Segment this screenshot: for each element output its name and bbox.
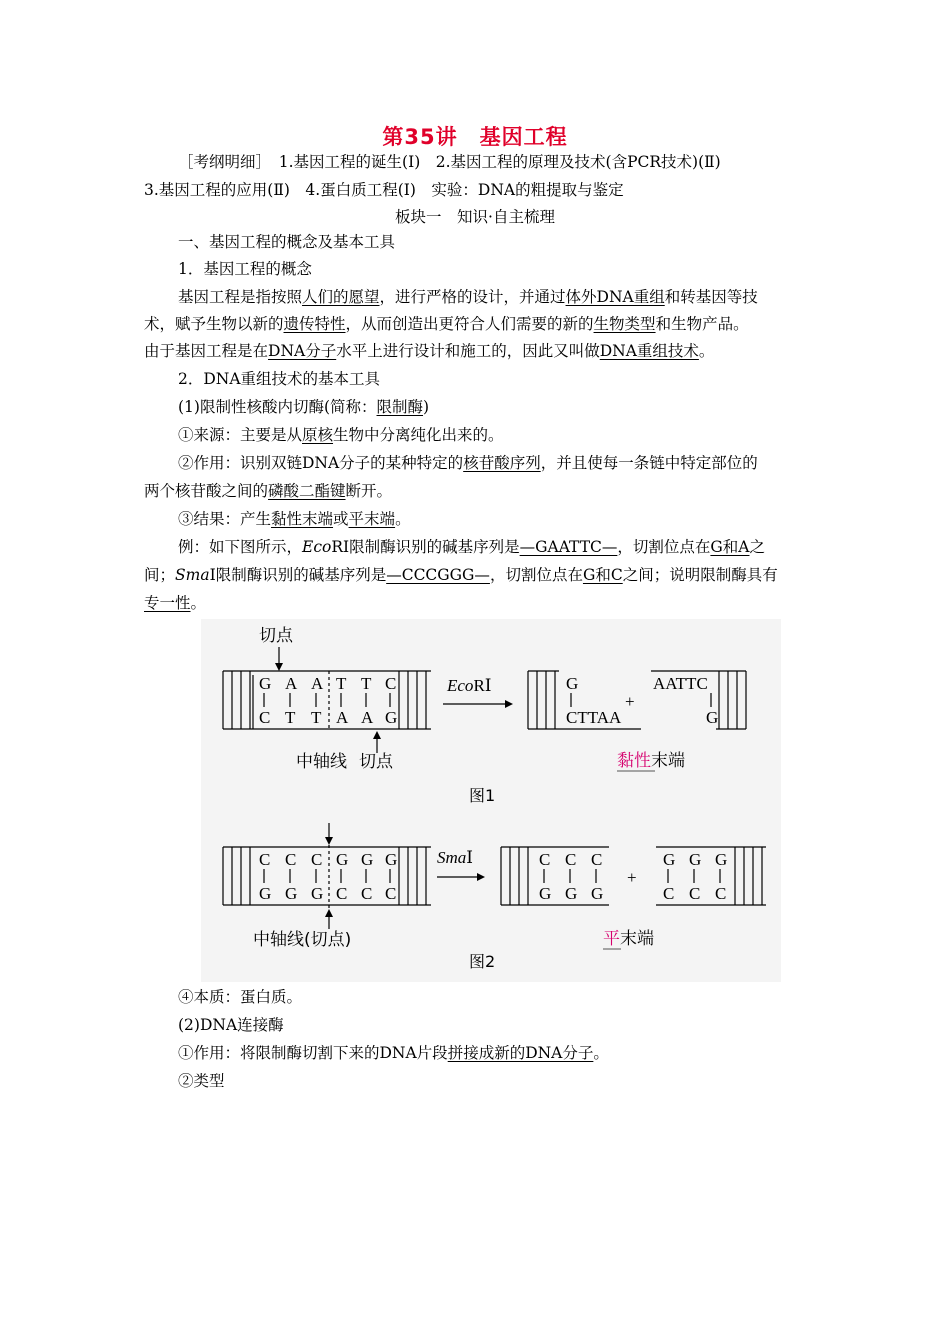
restriction-enzyme-figure bbox=[201, 619, 781, 982]
fig1-top-base: T bbox=[361, 674, 372, 693]
fig2-right-top-base: G bbox=[689, 850, 702, 869]
blank-answer: 遗传特性 bbox=[283, 315, 346, 333]
fig2-axis-label: 中轴线(切点) bbox=[253, 930, 352, 950]
fig2-right-top-base: G bbox=[715, 850, 728, 869]
fig1-enzyme: EcoRⅠ bbox=[447, 676, 492, 695]
blank-answer: 平末端 bbox=[348, 510, 396, 528]
ligase-function-line: ①作用：将限制酶切割下来的DNA片段拼接成新的DNA分子。 bbox=[178, 1044, 609, 1062]
fig1-top-base: G bbox=[259, 674, 272, 693]
blank-answer: 体外DNA重组 bbox=[565, 288, 665, 306]
fig1-top-base: A bbox=[311, 674, 324, 693]
result-line: ③结果：产生黏性末端或平末端。 bbox=[178, 510, 411, 528]
blank-answer: 专一性 bbox=[144, 594, 191, 612]
fig2-right-bottom-base: C bbox=[663, 884, 675, 903]
fig2-right-top-base: G bbox=[663, 850, 676, 869]
figure-svg bbox=[201, 619, 781, 982]
blank-answer: 生物类型 bbox=[593, 315, 656, 333]
fig2-left-bottom-base: G bbox=[591, 884, 604, 903]
types-line: ②类型 bbox=[178, 1072, 225, 1090]
fig2-top-base: G bbox=[385, 850, 398, 869]
page-title: 第35讲 基因工程 bbox=[382, 125, 568, 149]
function-line-2: 两个核苷酸之间的磷酸二酯键断开。 bbox=[144, 482, 393, 500]
subheading-concept: 1．基因工程的概念 bbox=[178, 260, 312, 278]
fig1-cut-label-2: 切点 bbox=[359, 752, 393, 772]
subheading-tools: 2．DNA重组技术的基本工具 bbox=[178, 370, 381, 388]
section-heading-1: 一、基因工程的概念及基本工具 bbox=[178, 233, 396, 251]
blank-answer: 核苷酸序列 bbox=[463, 454, 541, 472]
blank-answer: 拼接成新的DNA分子 bbox=[447, 1044, 594, 1062]
fig2-end-label: 平末端 bbox=[603, 929, 654, 949]
fig2-bottom-base: C bbox=[336, 884, 348, 903]
blank-answer: DNA重组技术 bbox=[599, 342, 699, 360]
figure-2-text bbox=[253, 848, 727, 971]
blank-answer: G和A bbox=[710, 538, 750, 556]
fig1-cut-label: 切点 bbox=[259, 626, 293, 646]
fig2-plus: + bbox=[627, 868, 637, 887]
figure-1-text bbox=[259, 626, 718, 805]
example-line-2: 间；SmaⅠ限制酶识别的碱基序列是—CCCGGG—，切割位点在G和C之间；说明限制酶具有 bbox=[144, 566, 778, 584]
fig1-bottom-base: A bbox=[336, 708, 349, 727]
example-line-3: 专一性。 bbox=[144, 594, 207, 612]
fig2-bottom-base: G bbox=[259, 884, 272, 903]
fig1-bottom-base: G bbox=[385, 708, 398, 727]
blank-answer: 磷酸二酯键 bbox=[268, 482, 346, 500]
fig1-right-top: AATTC bbox=[653, 674, 708, 693]
blank-answer: DNA分子 bbox=[268, 342, 337, 360]
fig2-left-top-base: C bbox=[565, 850, 577, 869]
blank-answer: 人们的愿望 bbox=[302, 288, 380, 306]
nature-line: ④本质：蛋白质。 bbox=[178, 988, 303, 1006]
fig1-right-bottom: G bbox=[706, 708, 719, 727]
fig2-left-top-base: C bbox=[591, 850, 603, 869]
fig1-top-base: A bbox=[285, 674, 298, 693]
fig1-caption: 图1 bbox=[469, 786, 496, 805]
outline-line-2: 3.基因工程的应用(Ⅱ) 4.蛋白质工程(Ⅰ) 实验：DNA的粗提取与鉴定 bbox=[144, 181, 624, 199]
blank-answer: G和C bbox=[582, 566, 623, 584]
fig2-top-base: G bbox=[361, 850, 374, 869]
function-line-1: ②作用：识别双链DNA分子的某种特定的核苷酸序列，并且使每一条链中特定部位的 bbox=[178, 454, 758, 472]
fig1-top-base: C bbox=[385, 674, 397, 693]
fig2-top-base: C bbox=[259, 850, 271, 869]
fig2-left-bottom-base: G bbox=[539, 884, 552, 903]
fig1-plus: + bbox=[625, 692, 635, 711]
fig2-top-base: G bbox=[336, 850, 349, 869]
block-title: 板块一 知识·自主梳理 bbox=[395, 208, 555, 226]
fig1-bottom-base: T bbox=[311, 708, 322, 727]
paragraph-concept-line-1: 基因工程是指按照人们的愿望，进行严格的设计，并通过体外DNA重组和转基因等技 bbox=[178, 288, 758, 306]
blank-answer: 原核 bbox=[302, 426, 334, 444]
example-line-1: 例：如下图所示，EcoRⅠ限制酶识别的碱基序列是—GAATTC—，切割位点在G和A之 bbox=[178, 538, 765, 556]
fig1-axis-label: 中轴线 bbox=[296, 752, 347, 772]
fig2-bottom-base: C bbox=[385, 884, 397, 903]
paragraph-concept-line-3: 由于基因工程是在DNA分子水平上进行设计和施工的，因此又叫做DNA重组技术。 bbox=[144, 342, 715, 360]
blank-answer: —GAATTC— bbox=[519, 538, 618, 556]
blank-answer: 黏性末端 bbox=[271, 510, 334, 528]
fig2-bottom-base: G bbox=[311, 884, 324, 903]
fig2-bottom-base: C bbox=[361, 884, 373, 903]
fig2-left-top-base: C bbox=[539, 850, 551, 869]
restriction-enzyme-heading: (1)限制性核酸内切酶(简称：限制酶) bbox=[178, 398, 430, 416]
fig1-left-top: G bbox=[566, 674, 579, 693]
fig2-top-base: C bbox=[311, 850, 323, 869]
paragraph-concept-line-2: 术，赋予生物以新的遗传特性，从而创造出更符合人们需要的新的生物类型和生物产品。 bbox=[144, 315, 749, 333]
fig1-bottom-base: C bbox=[259, 708, 271, 727]
fig2-enzyme: SmaⅠ bbox=[437, 848, 473, 867]
ligase-heading: (2)DNA连接酶 bbox=[178, 1016, 284, 1034]
fig2-right-bottom-base: C bbox=[715, 884, 727, 903]
fig2-caption: 图2 bbox=[469, 952, 496, 971]
fig1-top-base: T bbox=[336, 674, 347, 693]
fig1-left-bottom: CTTAA bbox=[566, 708, 622, 727]
fig1-bottom-base: A bbox=[361, 708, 374, 727]
fig2-bottom-base: G bbox=[285, 884, 298, 903]
fig2-left-bottom-base: G bbox=[565, 884, 578, 903]
fig1-bottom-base: T bbox=[285, 708, 296, 727]
fig2-right-bottom-base: C bbox=[689, 884, 701, 903]
blank-answer: —CCCGGG— bbox=[386, 566, 490, 584]
fig2-top-base: C bbox=[285, 850, 297, 869]
fig1-end-label: 黏性末端 bbox=[617, 751, 685, 771]
source-line: ①来源：主要是从原核生物中分离纯化出来的。 bbox=[178, 426, 504, 444]
blank-answer: 限制酶 bbox=[376, 398, 424, 416]
outline-line-1: ［考纲明细］ 1.基因工程的诞生(Ⅰ) 2.基因工程的原理及技术(含PCR技术)(Ⅱ) bbox=[178, 153, 721, 171]
